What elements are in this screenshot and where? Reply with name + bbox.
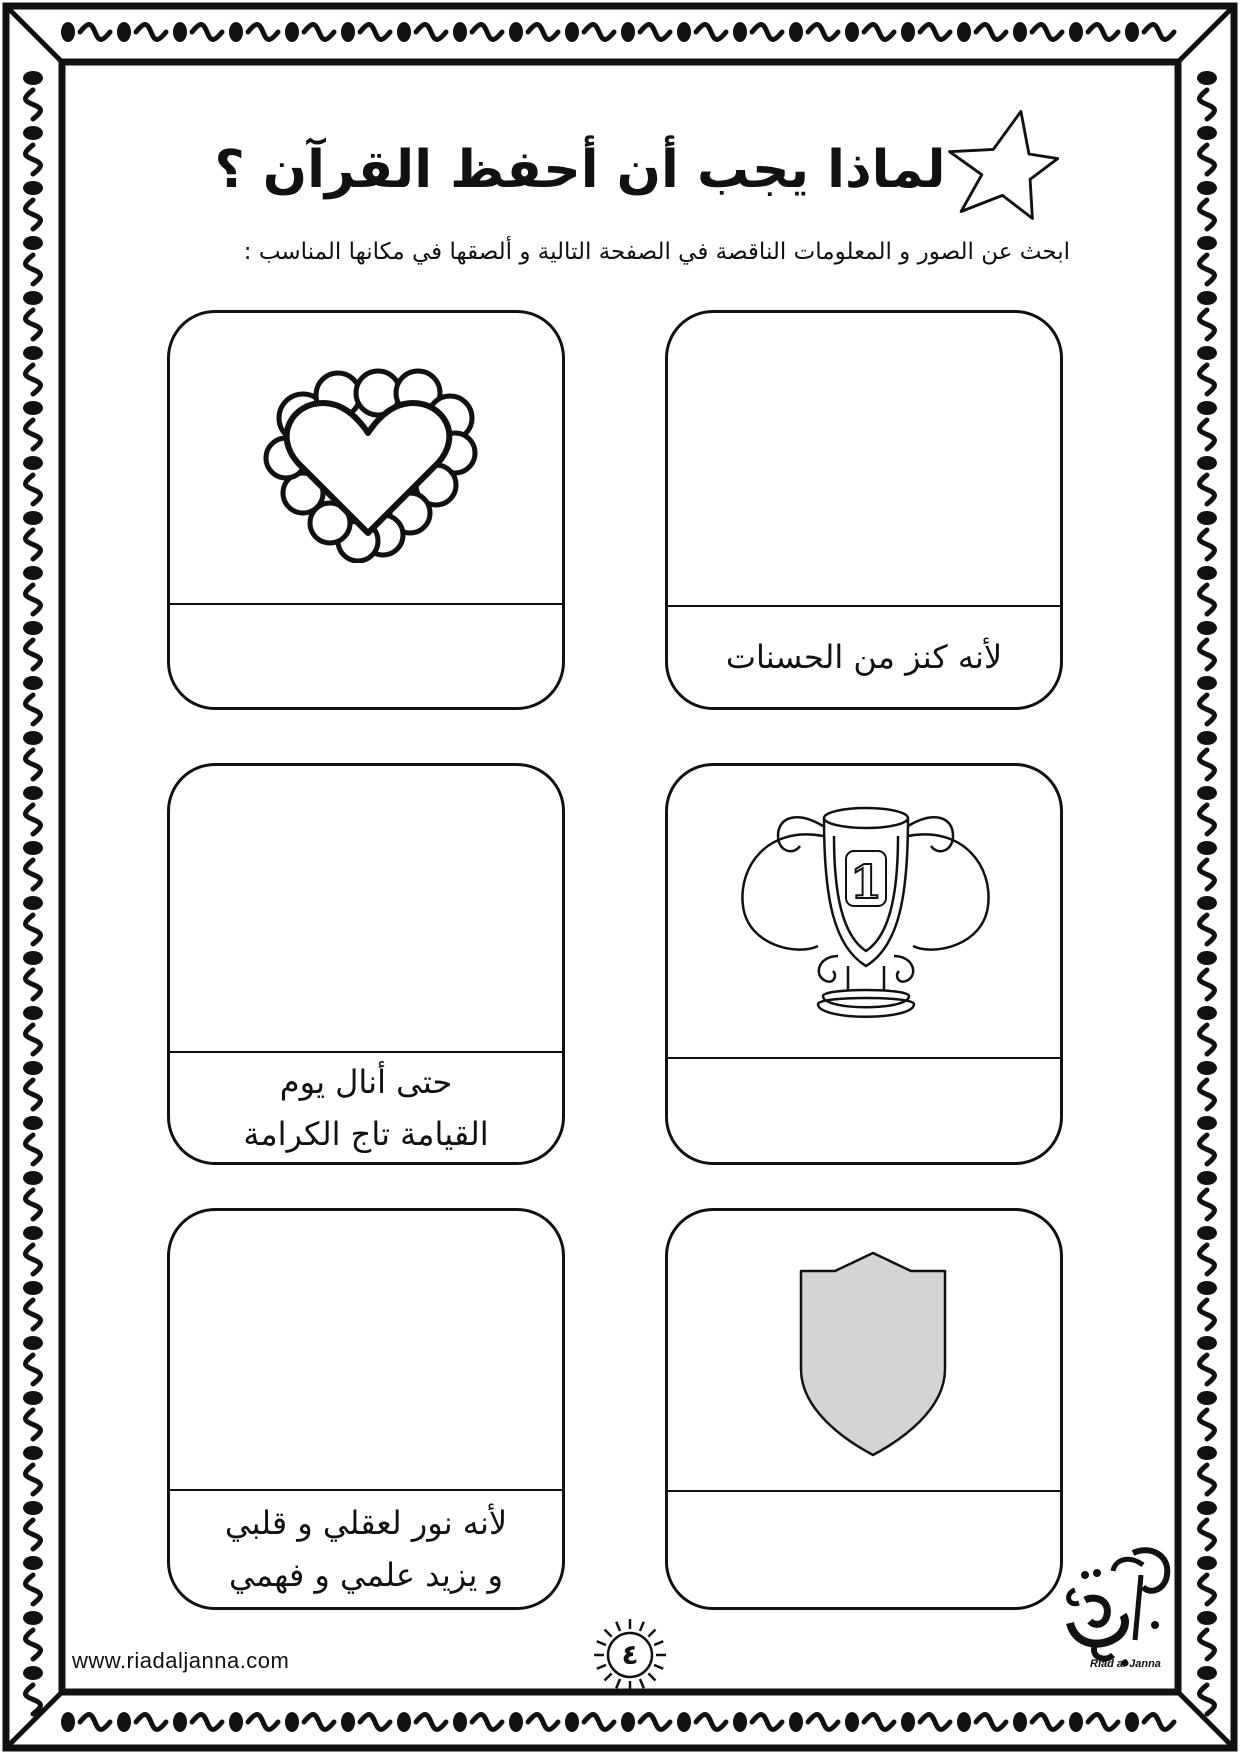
card-trophy: [665, 763, 1063, 1165]
trophy-number: 1: [849, 855, 883, 909]
logo-text: Riad al Janna: [1090, 1658, 1161, 1670]
instruction-text: ابحث عن الصور و المعلومات الناقصة في الصفحة التالية و ألصقها في مكانها المناسب :: [243, 239, 1070, 265]
card-image-area: [170, 313, 562, 603]
card-image-area: [668, 1211, 1060, 1490]
card-light: [167, 1208, 565, 1610]
card-image-area: [668, 766, 1060, 1057]
card-crown: [167, 763, 565, 1165]
shield-icon: [793, 1249, 953, 1459]
heart-icon: [258, 363, 478, 563]
page-title: لماذا يجب أن أحفظ القرآن ؟: [214, 140, 946, 200]
caption-line: لأنه كنز من الحسنات: [725, 638, 1003, 676]
card-caption: [678, 607, 1050, 707]
riad-al-janna-logo: [1055, 1545, 1175, 1675]
card-image-area: [668, 313, 1060, 605]
caption-line: لأنه نور لعقلي و قلبي: [224, 1504, 508, 1542]
caption-line: حتى أنال يوم: [279, 1062, 453, 1101]
card-shield: [665, 1208, 1063, 1610]
card-caption: [678, 1492, 1050, 1607]
card-caption: [180, 1053, 552, 1162]
card-heart: [167, 310, 565, 710]
card-caption: [678, 1059, 1050, 1162]
card-image-area: [170, 1211, 562, 1489]
card-caption: [180, 1491, 552, 1607]
website-url[interactable]: www.riadaljanna.com: [72, 1648, 290, 1673]
card-image-area: [170, 766, 562, 1051]
page-number: ٤: [621, 1638, 639, 1671]
star-icon: [945, 108, 1060, 223]
card-caption: [180, 605, 552, 707]
card-treasure: [665, 310, 1063, 710]
trophy-icon: [738, 796, 993, 1026]
caption-line: القيامة تاج الكرامة: [243, 1114, 489, 1153]
page-number-badge: [590, 1615, 670, 1695]
caption-line: و يزيد علمي و فهمي: [229, 1556, 503, 1594]
